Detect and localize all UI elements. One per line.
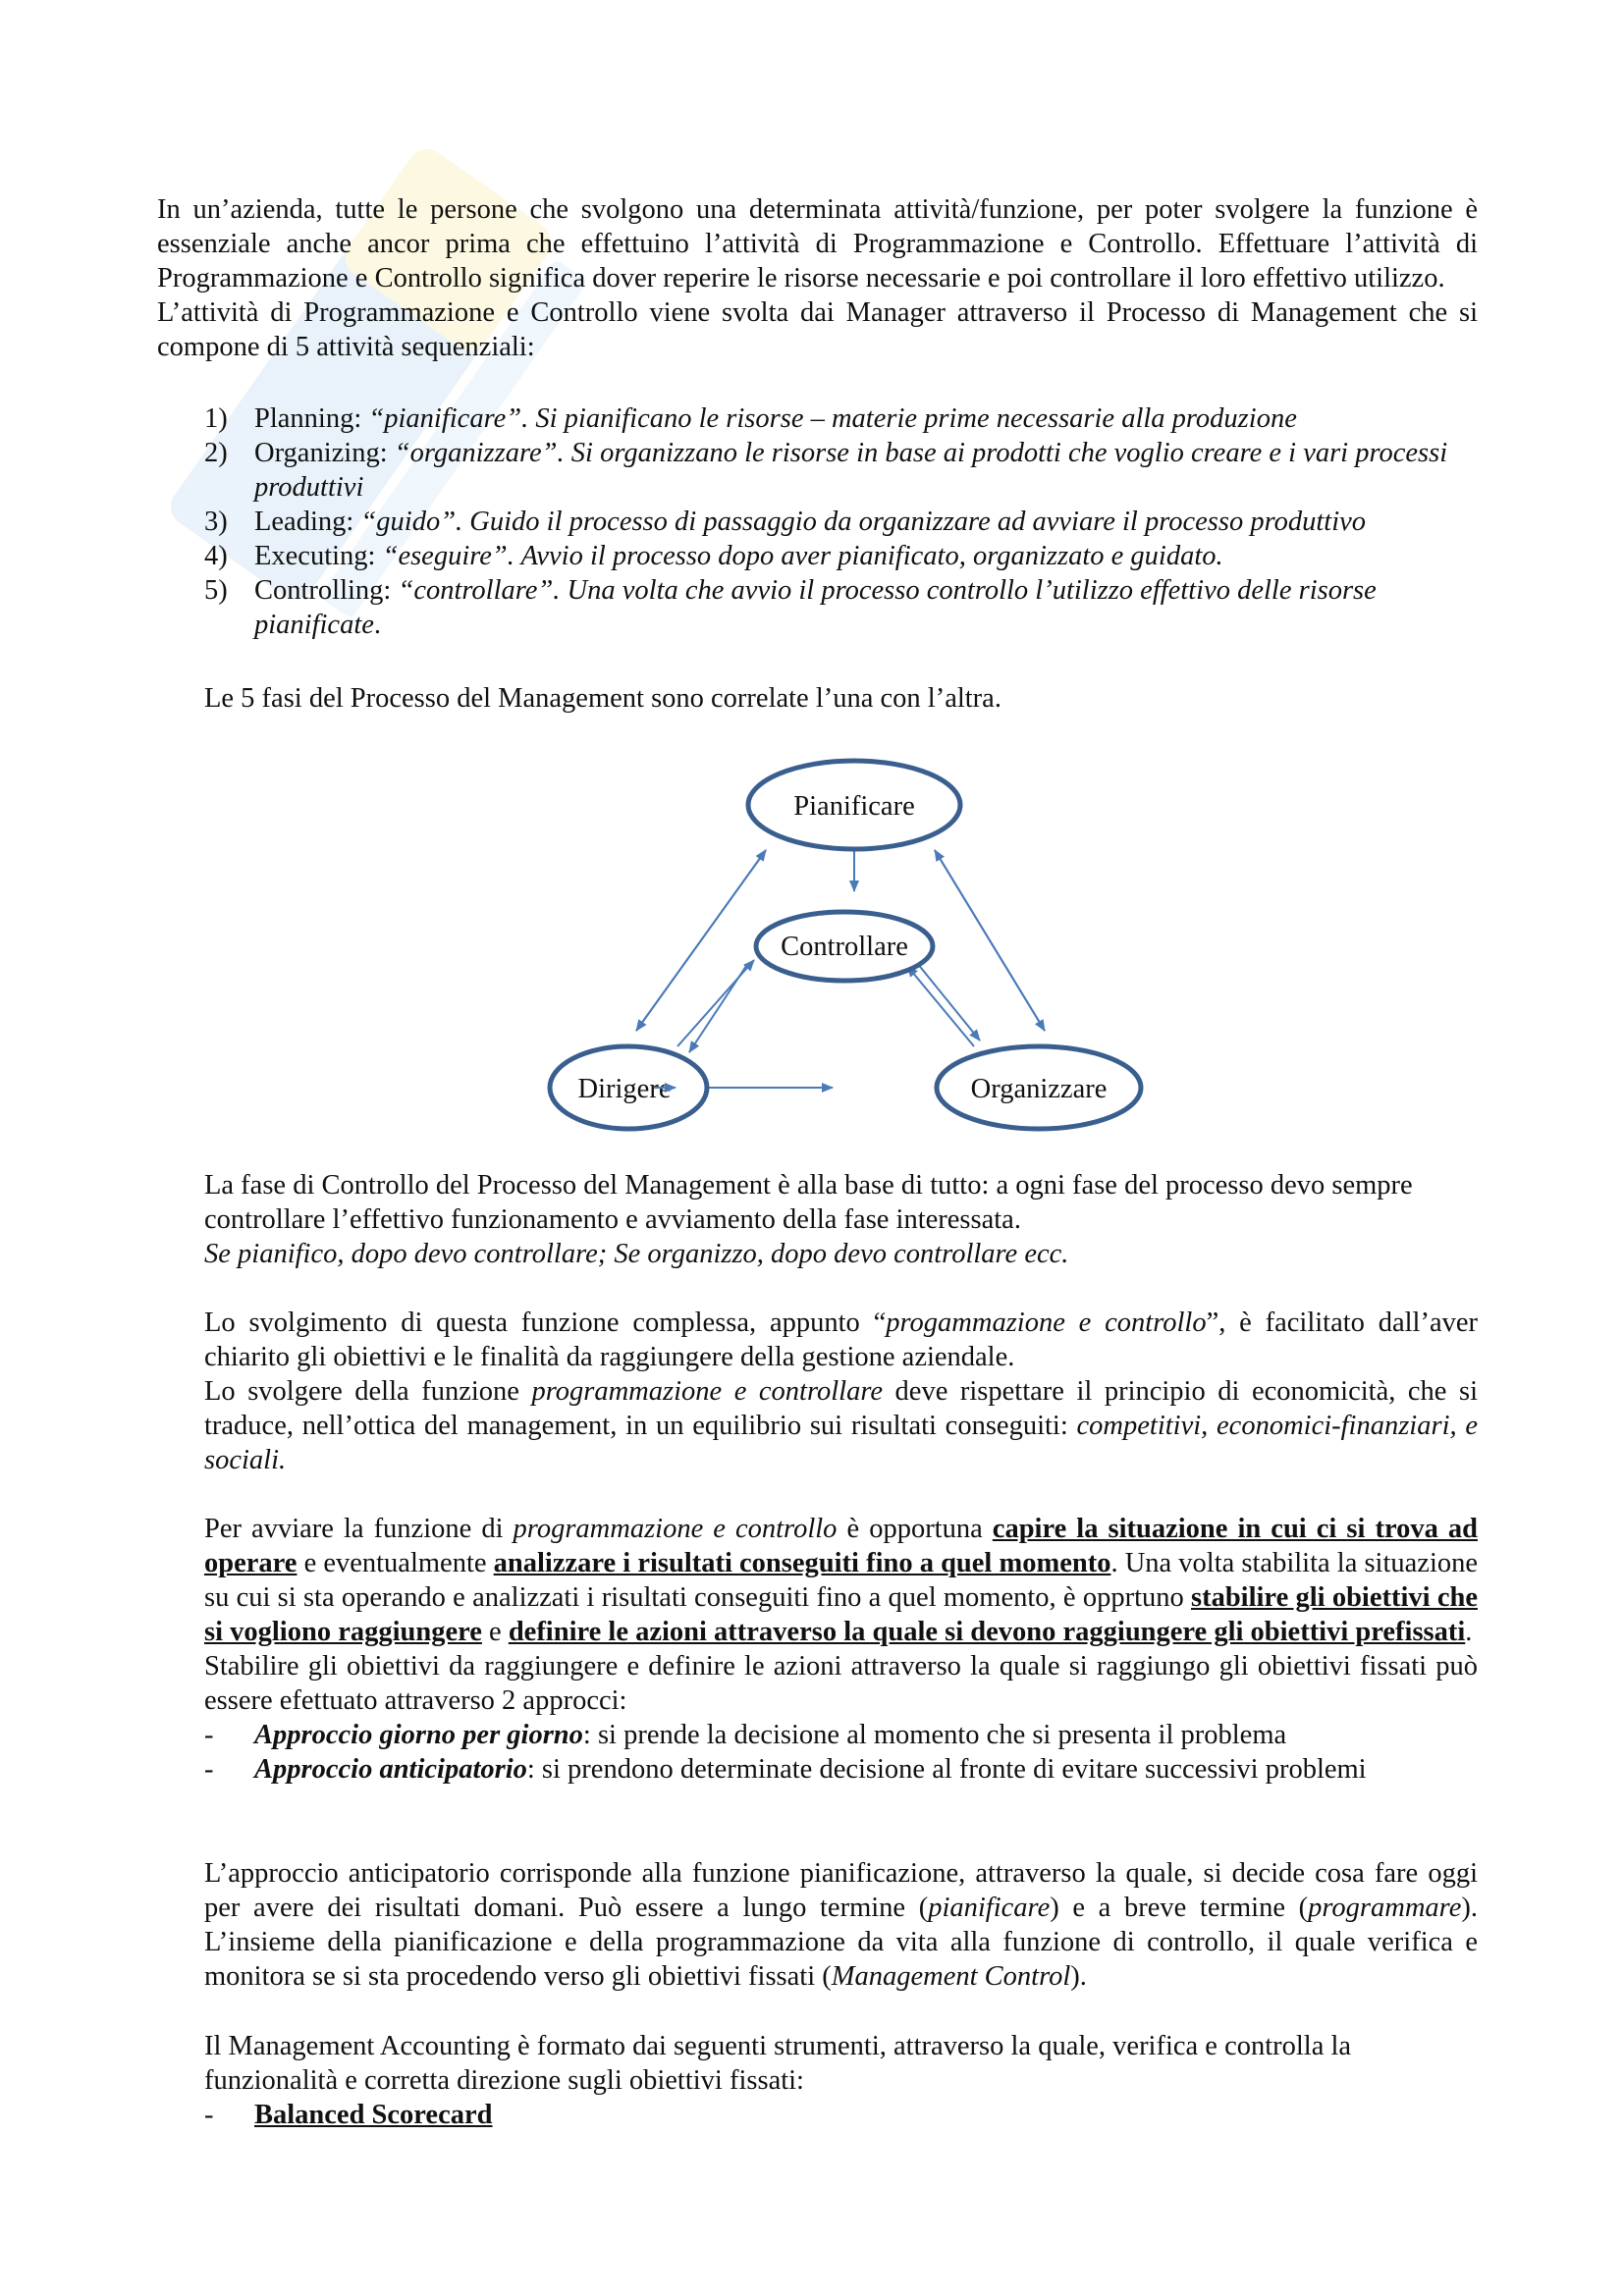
node-lead-label: Dirigere bbox=[577, 1074, 672, 1104]
control-paragraph: La fase di Controllo del Processo del Management è alla base di tutto: a ogni fase del processo devo sempre controllare l’effettivo funzionamento e avviamento della fase interessata. bbox=[204, 1170, 1413, 1235]
accounting-tool-item: - Balanced Scorecard bbox=[204, 2100, 493, 2130]
arrow-organize-to-control bbox=[907, 966, 974, 1046]
phases-sentence: Le 5 fasi del Processo del Management sono correlate l’una con l’altra. bbox=[204, 683, 1001, 714]
step-name: Planning: bbox=[254, 403, 369, 434]
step-number: 3) bbox=[204, 507, 228, 537]
arrow-control-to-organize bbox=[913, 958, 980, 1041]
node-lead bbox=[550, 1046, 707, 1129]
start-paragraph-2: Stabilire gli obiettivi da raggiungere e definire le azioni attraverso la quale si raggiungo gli obiettivi fissati può essere efettuato attraverso 2 approcci: bbox=[204, 1651, 1478, 1716]
accounting-tools-list bbox=[204, 2098, 1478, 2132]
node-plan-label: Pianificare bbox=[793, 791, 915, 822]
complex-function-section bbox=[204, 1306, 1478, 1477]
step-description: . Guido il processo di passaggio da organizzare ad avviare il processo produttivo bbox=[456, 507, 1367, 537]
arrow-lead-to-plan bbox=[636, 850, 766, 1031]
node-organize-label: Organizzare bbox=[970, 1074, 1108, 1104]
node-control bbox=[756, 912, 933, 981]
step-description: . Una volta che avvio il processo controllo l’utilizzo effettivo delle risorse pianificate bbox=[254, 575, 1377, 640]
step-quote: “controllare” bbox=[398, 575, 554, 606]
approach-item: - Approccio anticipatorio: si prendono determinate decisione al fronte di evitare successivi problemi bbox=[204, 1754, 1367, 1785]
step-name: Controlling: bbox=[254, 575, 399, 606]
step-quote: “guido” bbox=[360, 507, 457, 537]
step-item bbox=[204, 505, 1478, 539]
step-item bbox=[204, 573, 1478, 642]
step-item bbox=[204, 401, 1478, 436]
approaches-list bbox=[204, 1718, 1478, 1787]
node-control-label: Controllare bbox=[781, 932, 908, 962]
anticipatory-section bbox=[204, 1856, 1478, 1994]
approach-item: - Approccio giorno per giorno: si prende la decisione al momento che si presenta il problema bbox=[204, 1720, 1287, 1750]
control-section bbox=[204, 1168, 1478, 1271]
start-function-section bbox=[204, 1512, 1478, 1787]
step-item bbox=[204, 539, 1478, 573]
management-cycle-diagram bbox=[530, 756, 1178, 1139]
node-organize bbox=[937, 1046, 1141, 1129]
complex-paragraph-1: Lo svolgimento di questa funzione complessa, appunto “progammazione e controllo”, è facilitato dall’aver chiarito gli obiettivi e le finalità da raggiungere della gestione aziendale. bbox=[204, 1308, 1478, 1372]
step-number: 4) bbox=[204, 541, 228, 571]
step-name: Leading: bbox=[254, 507, 361, 537]
step-item bbox=[204, 436, 1478, 505]
intro-paragraph-2: L’attività di Programmazione e Controllo viene svolta dai Manager attraverso il Processo di Management che si compone di 5 attività sequenziali: bbox=[157, 297, 1478, 362]
node-plan bbox=[748, 761, 960, 849]
step-end-period: . bbox=[373, 610, 382, 640]
step-number: 5) bbox=[204, 575, 228, 606]
step-description: . Avvio il processo dopo aver pianificato, organizzato e guidato. bbox=[507, 541, 1223, 571]
complex-paragraph-2: Lo svolgere della funzione programmazione e controllare deve rispettare il principio di economicità, che si traduce, nell’ottica del management, in un equilibrio sui risultati conseguiti: competitivi, economici-finanziari, e sociali. bbox=[204, 1376, 1479, 1475]
arrow-control-to-lead bbox=[689, 966, 746, 1052]
step-number: 2) bbox=[204, 438, 228, 468]
intro-paragraph-1: In un’azienda, tutte le persone che svolgono una determinata attività/funzione, per poter svolgere la funzione è essenziale anche ancor prima che effettuino l’attività di Programmazione e Controllo. Effettuare l’attività di Programmazione e Controllo significa dover reperire le risorse necessarie e poi controllare il loro effettivo utilizzo. bbox=[157, 194, 1478, 294]
management-steps-list bbox=[204, 401, 1478, 642]
step-name: Executing: bbox=[254, 541, 383, 571]
step-quote: “organizzare” bbox=[394, 438, 558, 468]
step-quote: “pianificare” bbox=[368, 403, 522, 434]
anticipatory-paragraph: L’approccio anticipatorio corrisponde alla funzione pianificazione, attraverso la quale, si decide cosa fare oggi per avere dei risultati domani. Può essere a lungo termine (pianificare) e a breve termine (programmare). L’insieme della pianificazione e della programmazione da vita alla funzione di controllo, il quale verifica e monitora se si sta procedendo verso gli obiettivi fissati (Management Control). bbox=[204, 1858, 1478, 1992]
step-description: . Si pianificano le risorse – materie prime necessarie alla produzione bbox=[521, 403, 1297, 434]
step-quote: “eseguire” bbox=[382, 541, 508, 571]
control-italic-line: Se pianifico, dopo devo controllare; Se organizzo, dopo devo controllare ecc. bbox=[204, 1239, 1069, 1269]
accounting-paragraph: Il Management Accounting è formato dai seguenti strumenti, attraverso la quale, verifica e controlla la funzionalità e corretta direzione sugli obiettivi fissati: bbox=[204, 2031, 1352, 2096]
start-paragraph-1: Per avviare la funzione di programmazione e controllo è opportuna capire la situazione in cui ci si trova ad operare e eventualmente analizzare i risultati conseguiti fino a quel momento. Una volta stabilita la situazione su cui si sta operando e analizzati i risultati conseguiti fino a quel momento, è opprtuno stabilire gli obiettivi che si vogliono raggiungere e definire le azioni attraverso la quale si devono raggiungere gli obiettivi prefissati. bbox=[204, 1514, 1479, 1647]
step-name: Organizing: bbox=[254, 438, 395, 468]
step-description: . Si organizzano le risorse in base ai prodotti che voglio creare e i vari processi produttivi bbox=[254, 438, 1448, 503]
accounting-section bbox=[204, 2029, 1478, 2132]
step-number: 1) bbox=[204, 403, 228, 434]
intro-section bbox=[157, 192, 1478, 364]
